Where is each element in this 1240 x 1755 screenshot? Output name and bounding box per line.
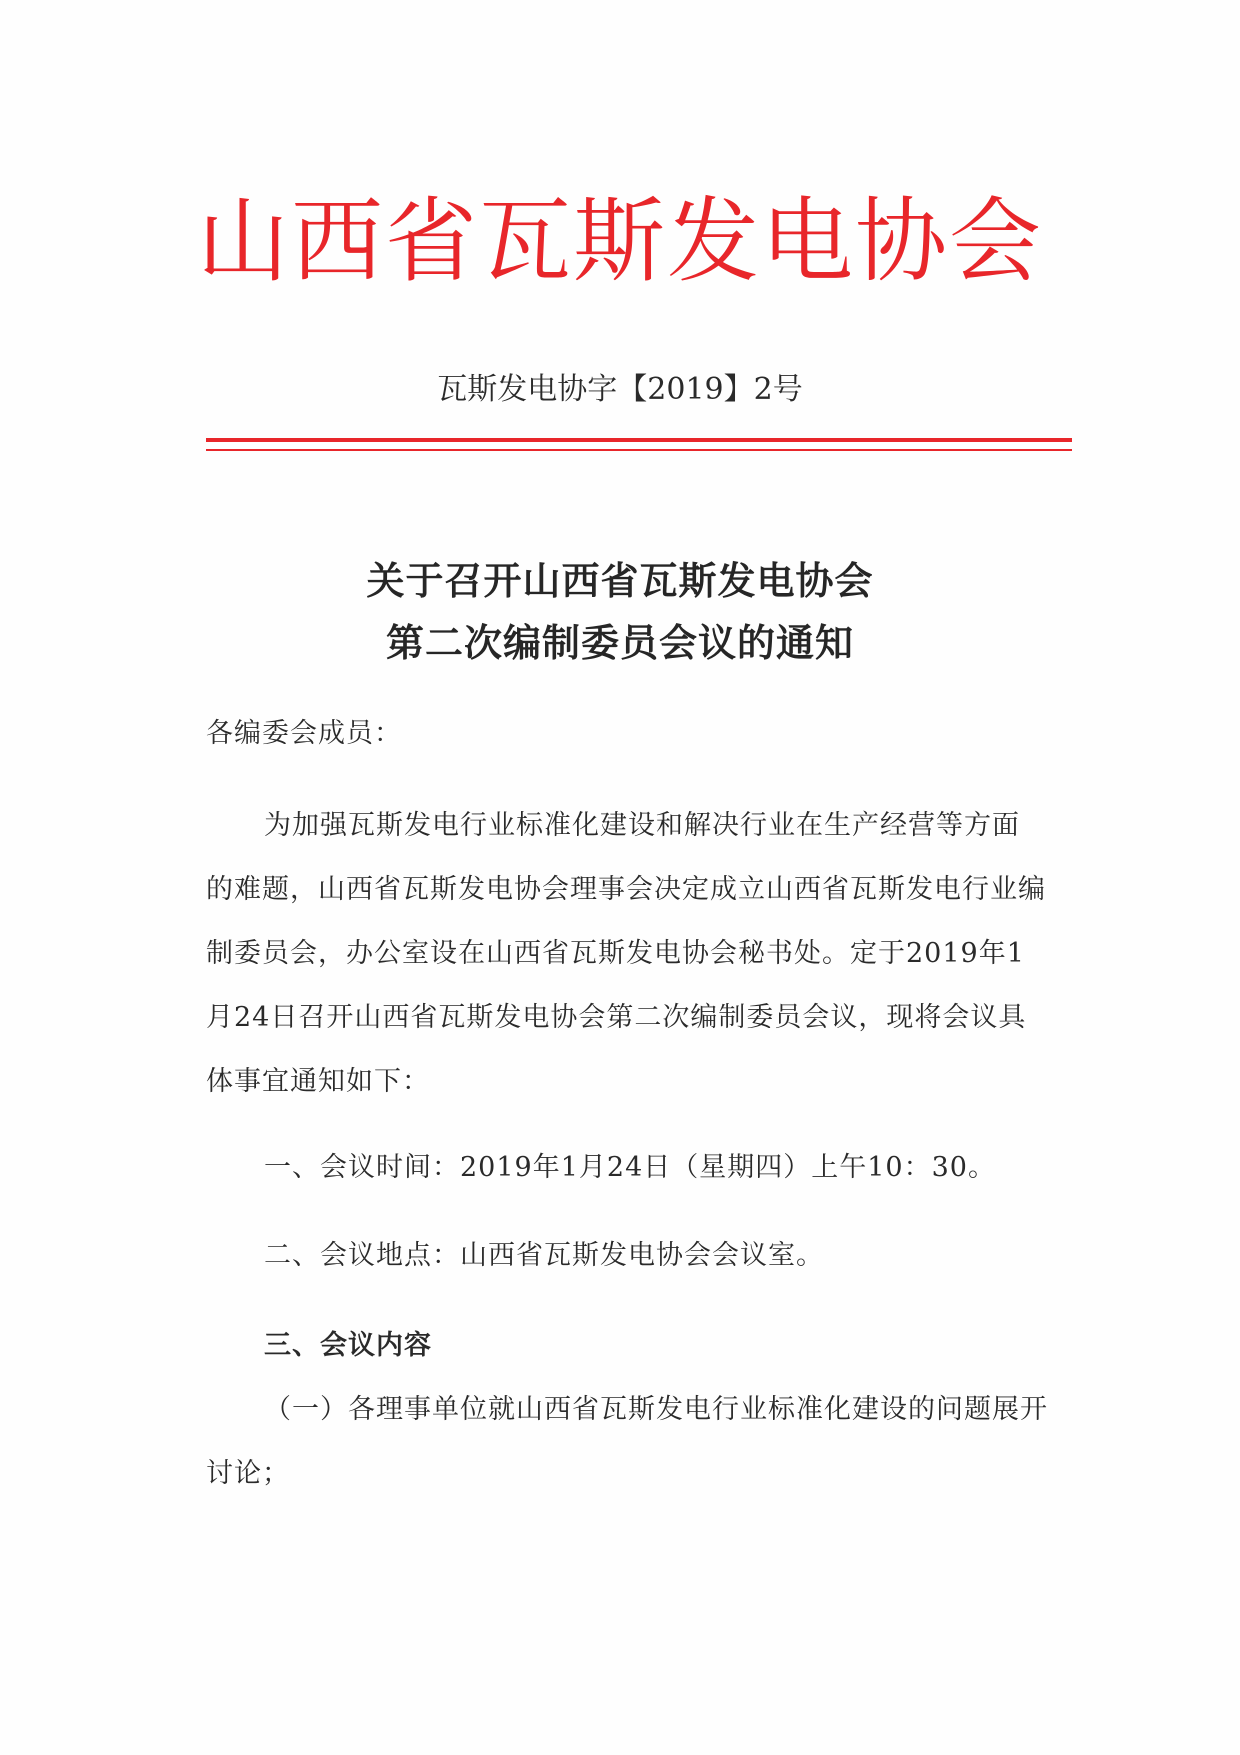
meeting-content-sub-item-line: 讨论； (206, 1458, 290, 1489)
meeting-place-item: 二、会议地点：山西省瓦斯发电协会会议室。 (264, 1240, 824, 1271)
letterhead-divider-thin (206, 449, 1072, 451)
intro-paragraph-line: 为加强瓦斯发电行业标准化建设和解决行业在生产经营等方面 (264, 810, 1020, 841)
salutation: 各编委会成员： (206, 718, 402, 749)
intro-paragraph-line: 的难题，山西省瓦斯发电协会理事会决定成立山西省瓦斯发电行业编 (206, 874, 1046, 905)
intro-paragraph-line: 制委员会，办公室设在山西省瓦斯发电协会秘书处。定于2019年1 (206, 938, 1025, 969)
intro-paragraph-line: 体事宜通知如下： (206, 1066, 430, 1097)
org-letterhead-title: 山西省瓦斯发电协会 (196, 188, 1043, 295)
document-number: 瓦斯发电协字【2019】2号 (437, 372, 803, 407)
intro-paragraph-line: 月24日召开山西省瓦斯发电协会第二次编制委员会议，现将会议具 (206, 1002, 1027, 1033)
meeting-content-heading: 三、会议内容 (264, 1330, 432, 1361)
notice-title-line-2: 第二次编制委员会议的通知 (385, 621, 854, 665)
meeting-time-item: 一、会议时间：2019年1月24日（星期四）上午10：30。 (264, 1152, 996, 1183)
notice-title-line-1: 关于召开山西省瓦斯发电协会 (366, 559, 874, 603)
letterhead-divider-thick (206, 438, 1072, 442)
meeting-content-sub-item-line: （一）各理事单位就山西省瓦斯发电行业标准化建设的问题展开 (264, 1394, 1048, 1425)
